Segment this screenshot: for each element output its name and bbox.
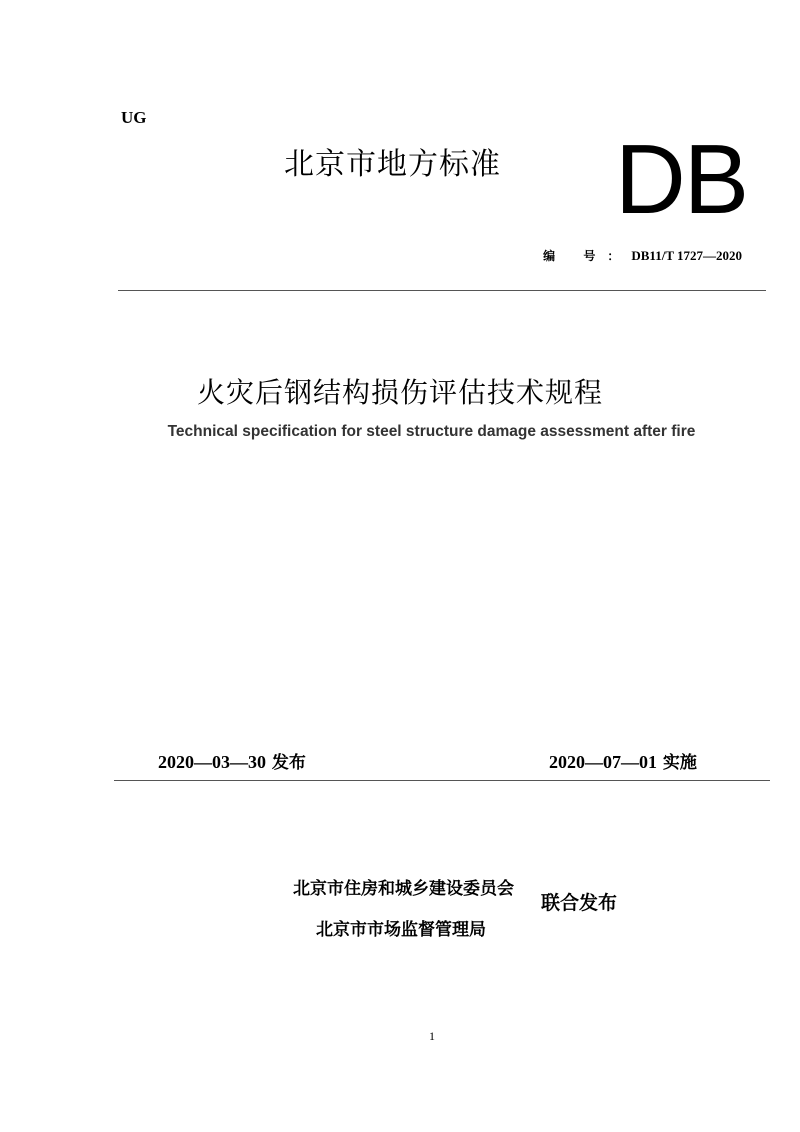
db-logo: DB (615, 124, 748, 234)
issue-date (158, 748, 306, 773)
implementation-date (549, 748, 697, 773)
issue-date-value: 2020—03—30 (158, 752, 266, 772)
ics-code: UG (121, 108, 147, 127)
standard-number-value: DB11/T 1727—2020 (631, 248, 742, 263)
bottom-divider (114, 780, 770, 781)
issuing-agency: 北京市市场监督管理局 (316, 920, 486, 940)
document-title: 火灾后钢结构损伤评估技术规程 (196, 376, 603, 409)
issue-date-label: 发布 (271, 753, 306, 773)
standard-type-title: 北京市地方标准 (284, 147, 501, 182)
standard-number (543, 247, 742, 264)
issuing-agency: 北京市住房和城乡建设委员会 (293, 879, 514, 899)
standard-number-label: 编 号： (543, 249, 632, 263)
implementation-date-label: 实施 (662, 753, 697, 773)
page-number: 1 (429, 1029, 435, 1043)
document-title-english: Technical specification for steel structure damage assessment after fire (167, 423, 696, 440)
joint-issue-label: 联合发布 (541, 892, 618, 914)
top-divider (118, 290, 766, 291)
implementation-date-value: 2020—07—01 (549, 752, 657, 772)
